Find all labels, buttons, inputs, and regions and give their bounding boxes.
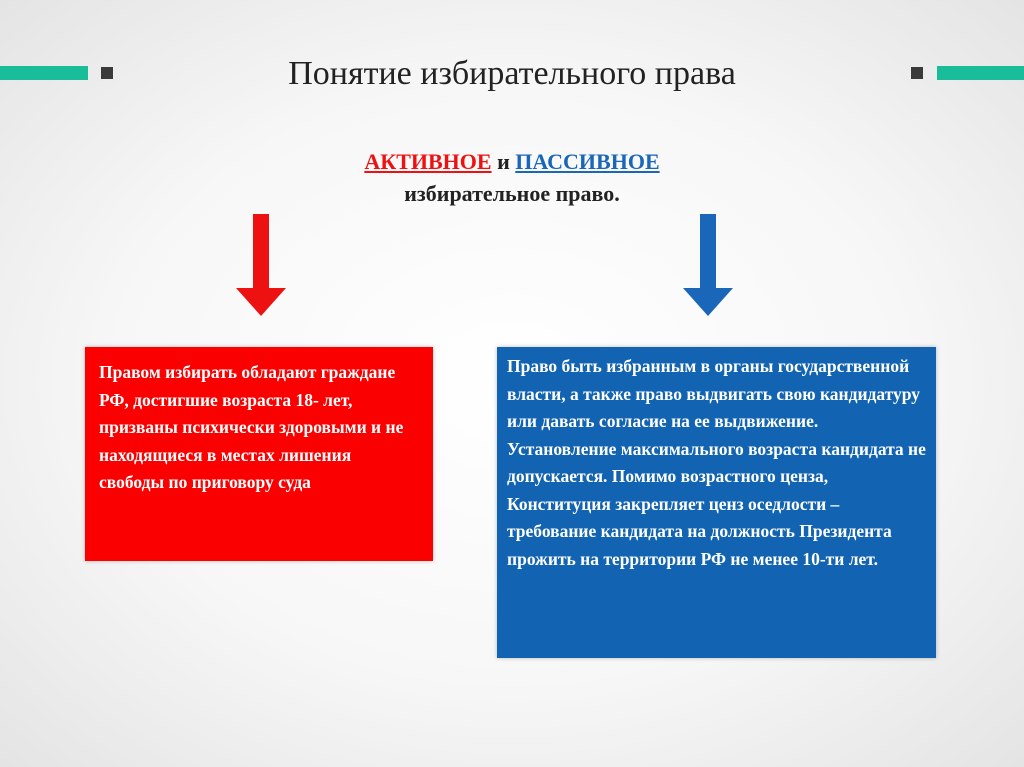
arrow-down-red-icon (236, 214, 286, 316)
passive-label: ПАССИВНОЕ (515, 149, 660, 174)
active-right-text: Правом избирать обладают граждане РФ, достигшие возраста 18- лет, призваны психически здоровыми и не находящиеся в местах лишения свободы по приговору суда (99, 362, 404, 492)
subtitle-line2: избирательное право. (404, 181, 620, 206)
subtitle (0, 146, 1024, 210)
passive-right-box (497, 347, 936, 658)
active-right-box (85, 347, 433, 561)
slide-title: Понятие избирательного права (288, 55, 736, 92)
passive-right-text: Право быть избранным в органы государственной власти, а также право выдвигать свою кандидатуру или давать согласие на ее выдвижение. Установление максимального возраста кандидата не допускается. Помимо возрастного ценза, Конституция закрепляет ценз оседлости – требование кандидата на должность Президента прожить на территории РФ не менее 10-ти лет. (507, 356, 926, 569)
subtitle-conjunction: и (491, 149, 516, 174)
active-label: АКТИВНОЕ (364, 149, 492, 174)
arrow-down-blue-icon (683, 214, 733, 316)
